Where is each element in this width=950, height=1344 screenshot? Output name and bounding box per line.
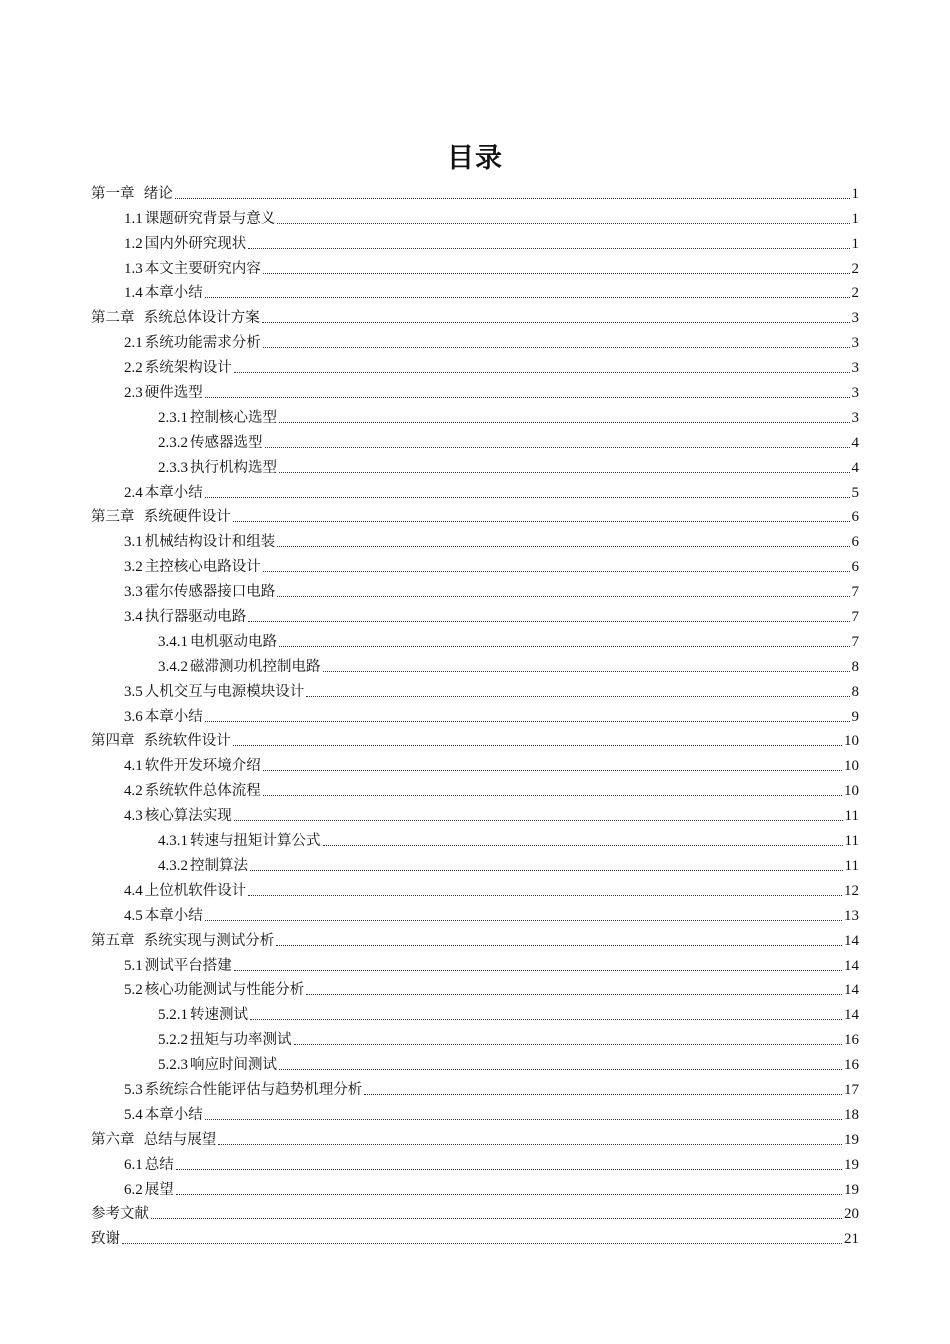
toc-entry[interactable] <box>91 377 859 402</box>
toc-entry-page-number: 7 <box>851 633 859 650</box>
toc-entry-page-number: 3 <box>851 335 859 352</box>
toc-entry-page-number: 1 <box>851 235 859 252</box>
dot-leader <box>263 570 850 572</box>
dot-leader <box>176 1193 842 1195</box>
toc-entry[interactable] <box>91 228 859 253</box>
dot-leader <box>279 421 850 423</box>
toc-entry-page-number: 17 <box>844 1081 859 1098</box>
toc-entry-page-number: 6 <box>851 509 859 526</box>
toc-entry-number: 3.4.2 <box>158 658 188 675</box>
toc-entry[interactable] <box>91 1099 859 1124</box>
toc-entry-page-number: 19 <box>844 1156 859 1173</box>
toc-entry-label: 本章小结 <box>144 285 203 302</box>
toc-entry-page-number: 12 <box>844 882 859 899</box>
toc-entry-label: 电机驱动电路 <box>190 633 277 650</box>
dot-leader <box>205 296 850 298</box>
dot-leader <box>263 769 842 771</box>
toc-entry-label: 第六章 总结与展望 <box>91 1131 217 1148</box>
dot-leader <box>233 520 850 522</box>
toc-entry[interactable] <box>91 427 859 452</box>
toc-entry-number: 3.3 <box>124 584 143 601</box>
toc-entry-label: 总结 <box>144 1156 174 1173</box>
toc-entry-number: 6.1 <box>124 1156 143 1173</box>
toc-entry[interactable] <box>91 352 859 377</box>
toc-entry-page-number: 4 <box>851 459 859 476</box>
dot-leader <box>364 1093 842 1095</box>
toc-entry-label: 转速测试 <box>190 1007 248 1024</box>
toc-entry-page-number: 16 <box>844 1057 859 1074</box>
toc-entry-label: 课题研究背景与意义 <box>144 210 276 227</box>
dot-leader <box>250 869 843 871</box>
dot-leader <box>218 1143 842 1145</box>
dot-leader <box>175 197 850 199</box>
toc-entry-number: 5.3 <box>124 1081 143 1098</box>
dot-leader <box>122 1242 842 1244</box>
toc-entry-page-number: 19 <box>844 1131 859 1148</box>
toc-entry-page-number: 11 <box>844 857 859 874</box>
toc-entry-number: 2.2 <box>124 360 143 377</box>
toc-entry-page-number: 10 <box>844 733 859 750</box>
toc-entry-label: 系统综合性能评估与趋势机理分析 <box>144 1081 363 1098</box>
toc-entry[interactable] <box>91 526 859 551</box>
dot-leader <box>279 645 850 647</box>
dot-leader <box>265 446 850 448</box>
toc-entry-number: 5.2.3 <box>158 1057 188 1074</box>
toc-entry[interactable] <box>91 601 859 626</box>
toc-entry-number: 2.3.2 <box>158 434 188 451</box>
toc-entry[interactable] <box>91 999 859 1024</box>
toc-entry-page-number: 18 <box>844 1106 859 1123</box>
toc-entry-page-number: 20 <box>844 1206 859 1223</box>
toc-entry[interactable] <box>91 502 859 527</box>
toc-entry-label: 执行器驱动电路 <box>144 609 247 626</box>
toc-entry-page-number: 6 <box>851 534 859 551</box>
dot-leader <box>263 272 850 274</box>
toc-entry[interactable] <box>91 278 859 303</box>
toc-entry-page-number: 14 <box>844 957 859 974</box>
toc-title: 目录 <box>447 143 503 174</box>
toc-entry[interactable] <box>91 576 859 601</box>
toc-entry-label: 第五章 系统实现与测试分析 <box>91 932 275 949</box>
dot-leader <box>277 545 849 547</box>
toc-entry[interactable] <box>91 775 859 800</box>
dot-leader <box>250 1018 842 1020</box>
toc-entry-number: 1.1 <box>124 210 143 227</box>
toc-entry-page-number: 3 <box>851 385 859 402</box>
toc-entry-number: 2.4 <box>124 484 143 501</box>
dot-leader <box>248 620 849 622</box>
toc-entry-page-number: 16 <box>844 1032 859 1049</box>
toc-entry-number: 4.4 <box>124 882 143 899</box>
toc-entry-label: 控制算法 <box>190 857 248 874</box>
toc-entry-label: 本章小结 <box>144 1106 203 1123</box>
toc-entry[interactable] <box>91 551 859 576</box>
toc-entry[interactable] <box>91 875 859 900</box>
toc-entry-number: 6.2 <box>124 1181 143 1198</box>
toc-entry-label: 第四章 系统软件设计 <box>91 733 231 750</box>
dot-leader <box>263 794 842 796</box>
toc-entry-number: 2.3.1 <box>158 409 188 426</box>
toc-entry-label: 本章小结 <box>144 907 203 924</box>
toc-entry-label: 展望 <box>144 1181 174 1198</box>
toc-entry[interactable] <box>91 178 859 203</box>
dot-leader <box>323 844 843 846</box>
toc-entry[interactable] <box>91 1149 859 1174</box>
toc-entry-label: 第三章 系统硬件设计 <box>91 509 231 526</box>
toc-entry-label: 磁滞测功机控制电路 <box>190 658 321 675</box>
toc-entry[interactable] <box>91 676 859 701</box>
toc-entry-number: 4.1 <box>124 758 143 775</box>
toc-entry-number: 2.3.3 <box>158 459 188 476</box>
toc-entry-number: 4.2 <box>124 783 143 800</box>
toc-entry-label: 本章小结 <box>144 708 203 725</box>
toc-entry-label: 国内外研究现状 <box>144 235 247 252</box>
toc-entry[interactable] <box>91 1174 859 1199</box>
toc-entry-number: 4.5 <box>124 907 143 924</box>
toc-entry[interactable] <box>91 452 859 477</box>
toc-entry-page-number: 2 <box>851 260 859 277</box>
toc-entry[interactable] <box>91 850 859 875</box>
toc-entry[interactable] <box>91 825 859 850</box>
toc-entry-label: 本章小结 <box>144 484 203 501</box>
toc-entry-number: 1.3 <box>124 260 143 277</box>
toc-entry[interactable] <box>91 302 859 327</box>
toc-entry[interactable] <box>91 975 859 1000</box>
dot-leader <box>262 321 850 323</box>
toc-entry-number: 2.1 <box>124 335 143 352</box>
toc-entry-page-number: 11 <box>844 808 859 825</box>
dot-leader <box>205 1118 842 1120</box>
dot-leader <box>234 371 850 373</box>
toc-entry-number: 4.3.2 <box>158 857 188 874</box>
dot-leader <box>248 894 842 896</box>
dot-leader <box>277 595 849 597</box>
toc-entry-page-number: 3 <box>851 310 859 327</box>
toc-entry-page-number: 13 <box>844 907 859 924</box>
toc-entry-number: 5.2.2 <box>158 1032 188 1049</box>
toc-entry-label: 核心算法实现 <box>144 808 232 825</box>
toc-entry-number: 5.2.1 <box>158 1007 188 1024</box>
toc-entry[interactable] <box>91 477 859 502</box>
toc-entry[interactable] <box>91 800 859 825</box>
toc-entry-page-number: 6 <box>851 559 859 576</box>
toc-entry-number: 3.1 <box>124 534 143 551</box>
toc-entry-number: 3.4.1 <box>158 633 188 650</box>
dot-leader <box>205 496 850 498</box>
toc-entry[interactable] <box>91 626 859 651</box>
dot-leader <box>205 720 850 722</box>
toc-entry-page-number: 14 <box>844 1007 859 1024</box>
toc-entry[interactable] <box>91 925 859 950</box>
toc-entry-label: 致谢 <box>91 1231 120 1248</box>
toc-entry-label: 测试平台搭建 <box>144 957 232 974</box>
toc-entry-page-number: 14 <box>844 982 859 999</box>
toc-entry-page-number: 2 <box>851 285 859 302</box>
dot-leader <box>306 993 842 995</box>
toc-entry-page-number: 1 <box>851 210 859 227</box>
toc-entry-number: 2.3 <box>124 385 143 402</box>
dot-leader <box>279 1068 842 1070</box>
dot-leader <box>234 969 842 971</box>
dot-leader <box>205 919 842 921</box>
toc-entry-label: 控制核心选型 <box>190 409 277 426</box>
toc-entry-label: 主控核心电路设计 <box>144 559 261 576</box>
toc-entry-page-number: 11 <box>844 833 859 850</box>
toc-entry-label: 上位机软件设计 <box>144 882 247 899</box>
toc-entry-page-number: 21 <box>844 1231 859 1248</box>
toc-entry[interactable] <box>91 1124 859 1149</box>
toc-entry-number: 4.3 <box>124 808 143 825</box>
toc-entry-page-number: 10 <box>844 783 859 800</box>
toc-entry-label: 参考文献 <box>91 1206 149 1223</box>
toc-entry-label: 机械结构设计和组装 <box>144 534 276 551</box>
toc-entry-page-number: 7 <box>851 609 859 626</box>
toc-entry-label: 软件开发环境介绍 <box>144 758 261 775</box>
toc-entry-page-number: 10 <box>844 758 859 775</box>
toc-entry-label: 本文主要研究内容 <box>144 260 261 277</box>
toc-entry-page-number: 9 <box>851 708 859 725</box>
dot-leader <box>233 744 842 746</box>
toc-entry[interactable] <box>91 1024 859 1049</box>
toc-entry[interactable] <box>91 1074 859 1099</box>
toc-entry[interactable] <box>91 726 859 751</box>
toc-entry-label: 系统架构设计 <box>144 360 232 377</box>
toc-entry-label: 系统软件总体流程 <box>144 783 261 800</box>
dot-leader <box>277 222 849 224</box>
toc-entry-number: 5.2 <box>124 982 143 999</box>
toc-entry[interactable] <box>91 651 859 676</box>
toc-entry[interactable] <box>91 1049 859 1074</box>
dot-leader <box>276 944 842 946</box>
toc-entry-page-number: 7 <box>851 584 859 601</box>
toc-entry-label: 系统功能需求分析 <box>144 335 261 352</box>
toc-entry-page-number: 1 <box>851 185 859 202</box>
toc-entry[interactable] <box>91 402 859 427</box>
toc-entry[interactable] <box>91 327 859 352</box>
toc-entry-label: 霍尔传感器接口电路 <box>144 584 276 601</box>
toc-entry[interactable] <box>91 750 859 775</box>
toc-entry-number: 4.3.1 <box>158 833 188 850</box>
dot-leader <box>306 695 849 697</box>
dot-leader <box>263 346 850 348</box>
toc-entry-page-number: 3 <box>851 409 859 426</box>
toc-entry[interactable] <box>91 1223 859 1248</box>
toc-entry-number: 3.5 <box>124 683 143 700</box>
dot-leader <box>176 1168 842 1170</box>
toc-entry[interactable] <box>91 1199 859 1224</box>
table-of-contents <box>91 178 859 1248</box>
toc-entry-label: 第二章 系统总体设计方案 <box>91 310 260 327</box>
toc-entry[interactable] <box>91 950 859 975</box>
toc-entry-label: 执行机构选型 <box>190 459 277 476</box>
toc-entry-number: 3.2 <box>124 559 143 576</box>
toc-entry-page-number: 8 <box>851 683 859 700</box>
toc-entry[interactable] <box>91 253 859 278</box>
toc-entry-label: 第一章 绪论 <box>91 185 173 202</box>
toc-entry-label: 传感器选型 <box>190 434 263 451</box>
toc-entry-page-number: 3 <box>851 360 859 377</box>
toc-entry-label: 硬件选型 <box>144 385 203 402</box>
dot-leader <box>205 396 850 398</box>
toc-entry[interactable] <box>91 701 859 726</box>
toc-entry-page-number: 5 <box>851 484 859 501</box>
toc-entry-number: 3.4 <box>124 609 143 626</box>
toc-entry[interactable] <box>91 900 859 925</box>
toc-entry-number: 1.4 <box>124 285 143 302</box>
toc-entry-page-number: 14 <box>844 932 859 949</box>
toc-entry-label: 扭矩与功率测试 <box>190 1032 292 1049</box>
toc-entry-number: 5.1 <box>124 957 143 974</box>
dot-leader <box>248 247 849 249</box>
dot-leader <box>294 1043 843 1045</box>
toc-entry-number: 3.6 <box>124 708 143 725</box>
dot-leader <box>151 1217 842 1219</box>
toc-entry-number: 5.4 <box>124 1106 143 1123</box>
toc-entry-label: 转速与扭矩计算公式 <box>190 833 321 850</box>
toc-entry-label: 核心功能测试与性能分析 <box>144 982 305 999</box>
toc-entry[interactable] <box>91 203 859 228</box>
toc-entry-label: 响应时间测试 <box>190 1057 277 1074</box>
toc-entry-page-number: 8 <box>851 658 859 675</box>
dot-leader <box>234 819 843 821</box>
toc-entry-number: 1.2 <box>124 235 143 252</box>
dot-leader <box>279 471 850 473</box>
toc-entry-page-number: 19 <box>844 1181 859 1198</box>
toc-entry-label: 人机交互与电源模块设计 <box>144 683 305 700</box>
dot-leader <box>323 670 850 672</box>
toc-entry-page-number: 4 <box>851 434 859 451</box>
